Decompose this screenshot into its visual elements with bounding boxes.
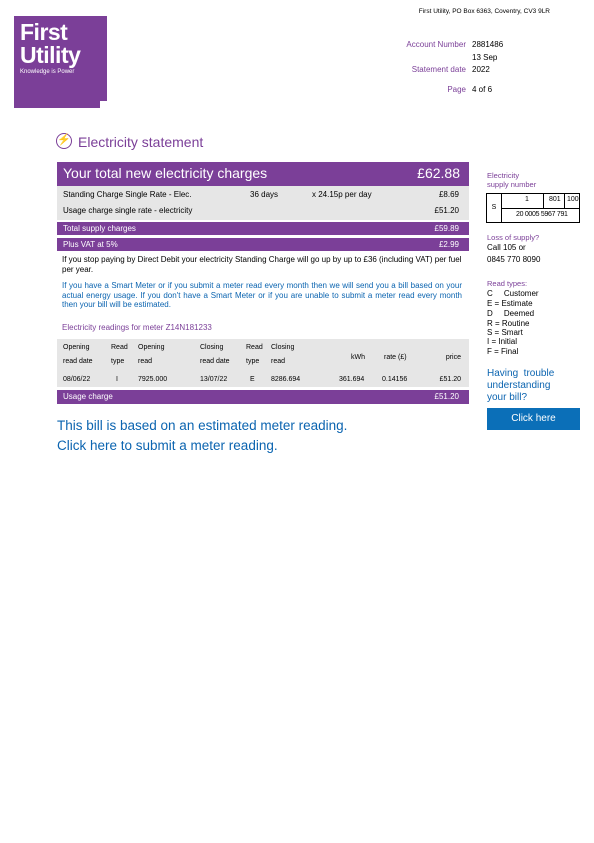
usage-charge-bar-label: Usage charge xyxy=(63,392,113,401)
col-closing-type-1: Read xyxy=(246,344,263,351)
supply-number-heading-2: supply number xyxy=(487,180,537,189)
smart-meter-note: If you have a Smart Meter or if you submit a meter read every month then we will send you a bill based on your actual energy usage. If you don't have a Smart Meter or if you are unable to submit a meter read every month then your bill will be estimated. xyxy=(62,281,462,309)
loss-line-1: Call 105 or xyxy=(487,243,526,252)
read-type-e: E = Estimate xyxy=(487,299,533,308)
col-opening-read-2: read xyxy=(138,358,153,365)
total-supply-bar xyxy=(57,222,469,235)
statement-date-label: Statement date xyxy=(411,65,466,74)
readings-title: Electricity readings for meter Z14N181233 xyxy=(62,323,212,332)
logo-line2: Utility xyxy=(20,42,81,68)
account-number-value: 2881486 xyxy=(472,40,504,49)
brand-logo xyxy=(14,16,107,108)
supply-s: S xyxy=(487,194,502,222)
price-value: £51.20 xyxy=(439,376,461,383)
statement-date-line1: 13 Sep xyxy=(472,53,498,62)
supply-number-heading-1: Electricity xyxy=(487,171,520,180)
col-opening-read-1: Opening xyxy=(138,344,165,351)
logo-notch xyxy=(100,101,107,108)
vat-bar xyxy=(57,238,469,251)
kwh-value: 361.694 xyxy=(339,376,365,383)
col-closing-type-2: type xyxy=(246,358,260,365)
read-type-f: F = Final xyxy=(487,347,519,356)
click-here-button[interactable]: Click here xyxy=(487,408,580,430)
supply-bottom: 20 0005 5967 791 xyxy=(516,211,568,218)
direct-debit-note: If you stop paying by Direct Debit your electricity Standing Charge will go up by up to £36 (including VAT) per fuel per year. xyxy=(62,255,462,274)
trouble-line-2: understanding xyxy=(487,380,551,391)
trouble-line-3: your bill? xyxy=(487,392,528,403)
loss-of-supply-heading: Loss of supply? xyxy=(487,233,540,242)
usage-charge-label: Usage charge single rate - electricity xyxy=(63,206,193,215)
supply-number-box xyxy=(486,193,580,223)
usage-charge-bar-value: £51.20 xyxy=(434,392,459,401)
supply-top-3: 100 xyxy=(567,196,579,203)
logo-line1: First xyxy=(20,19,68,45)
readings-table xyxy=(57,339,469,387)
col-rate: rate (£) xyxy=(384,354,407,361)
read-type-r: R = Routine xyxy=(487,319,530,328)
lightning-icon: ⚡ xyxy=(56,133,72,149)
closing-read-value: 8286.694 xyxy=(271,376,301,383)
submit-reading-link[interactable]: Click here to submit a meter reading. xyxy=(57,438,278,453)
estimate-message: This bill is based on an estimated meter reading. xyxy=(57,418,348,433)
col-opening-date-1: Opening xyxy=(63,344,90,351)
page-title: Electricity statement xyxy=(78,134,204,150)
page-label: Page xyxy=(447,85,466,94)
loss-line-2: 0845 770 8090 xyxy=(487,255,541,264)
col-closing-read-2: read xyxy=(271,358,286,365)
total-charges-value: £62.88 xyxy=(417,165,460,181)
total-supply-value: £59.89 xyxy=(434,224,459,233)
supply-top-1: 1 xyxy=(525,196,529,203)
account-number-label: Account Number xyxy=(406,40,466,49)
read-type-d: D Deemed xyxy=(487,309,535,318)
vat-value: £2.99 xyxy=(438,240,459,249)
read-type-c: C Customer xyxy=(487,289,539,298)
vat-label: Plus VAT at 5% xyxy=(63,240,118,249)
supply-divider-1 xyxy=(543,194,544,208)
col-closing-date-1: Closing xyxy=(200,344,224,351)
total-charges-label: Your total new electricity charges xyxy=(63,165,268,181)
rate-value: 0.14156 xyxy=(382,376,408,383)
col-closing-read-1: Closing xyxy=(271,344,295,351)
opening-read-value: 7925.000 xyxy=(138,376,168,383)
page-value: 4 of 6 xyxy=(472,85,493,94)
usage-charge-amount: £51.20 xyxy=(434,206,459,215)
closing-date-value: 13/07/22 xyxy=(200,376,228,383)
usage-charge-bar xyxy=(57,390,469,404)
closing-type-value: E xyxy=(250,376,255,383)
read-type-i: I = Initial xyxy=(487,337,518,346)
col-kwh: kWh xyxy=(351,354,365,361)
read-type-s: S = Smart xyxy=(487,328,523,337)
standing-charge-label: Standing Charge Single Rate - Elec. xyxy=(63,190,192,199)
total-charges-bar xyxy=(57,162,469,186)
supply-top-2: 801 xyxy=(549,196,561,203)
standing-charge-rate: x 24.15p per day xyxy=(312,190,372,199)
standing-charge-amount: £8.69 xyxy=(438,190,459,199)
total-supply-label: Total supply charges xyxy=(63,224,136,233)
col-read-type-1: Read xyxy=(111,344,128,351)
col-opening-date-2: read date xyxy=(63,358,93,365)
standing-charge-days: 36 days xyxy=(250,190,279,199)
opening-date-value: 08/06/22 xyxy=(63,376,91,383)
col-price: price xyxy=(445,354,461,361)
charges-breakdown xyxy=(57,186,469,220)
logo-tagline: Knowledge is Power xyxy=(20,69,75,75)
statement-date-line2: 2022 xyxy=(472,65,490,74)
supply-divider-2 xyxy=(564,194,565,208)
col-read-type-2: type xyxy=(111,358,125,365)
read-types-heading: Read types: xyxy=(487,279,528,288)
opening-type-value: I xyxy=(116,376,118,383)
col-closing-date-2: read date xyxy=(200,358,230,365)
trouble-line-1: Having trouble xyxy=(487,368,555,379)
company-address: First Utility, PO Box 6363, Coventry, CV3 9LR xyxy=(418,8,550,15)
